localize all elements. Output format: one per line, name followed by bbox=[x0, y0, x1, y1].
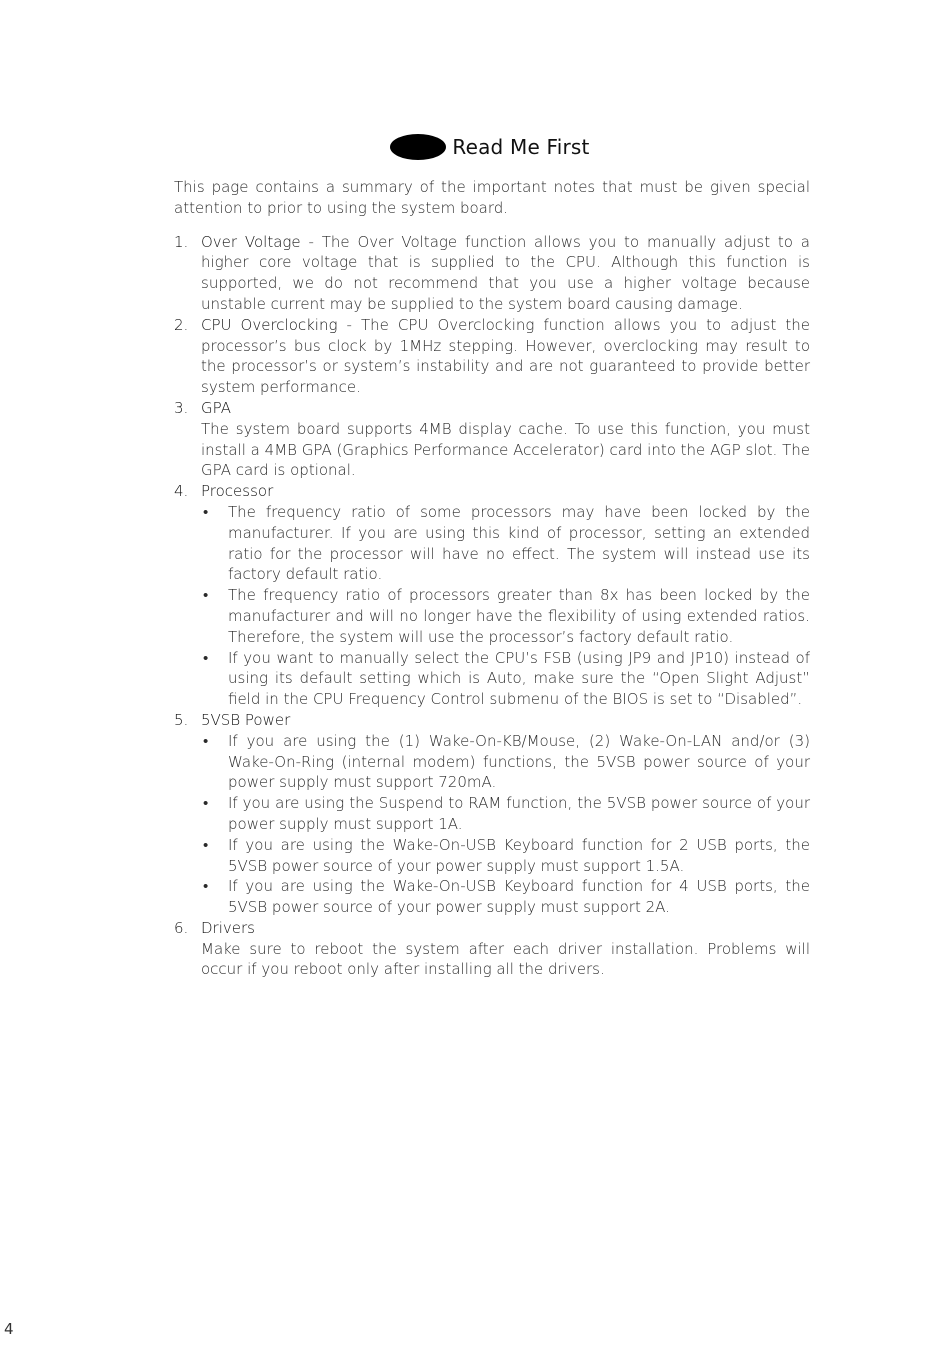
note-gpa bbox=[174, 398, 810, 481]
note-text: - The CPU Overclocking function allows you to adjust the processor’s bus clock by 1MHz stepping. However, overclocking may result to the processor’s or system’s instability and are not guaranteed to provide better system performance. bbox=[201, 315, 811, 397]
bullet-list bbox=[201, 502, 810, 710]
bullet-list bbox=[201, 731, 810, 918]
bullet-text: The frequency ratio of processors greater than 8x has been locked by the manufacturer and will no longer have the flexibility of using extended ratios. Therefore, the system will use the processor’s factory default ratio. bbox=[228, 586, 810, 646]
note-heading: Drivers bbox=[201, 918, 255, 937]
note-over-voltage bbox=[174, 232, 810, 315]
note-heading: Processor bbox=[201, 482, 274, 501]
note-heading: CPU Overclocking bbox=[201, 315, 338, 334]
note-drivers bbox=[174, 918, 810, 980]
note-heading: Over Voltage bbox=[201, 232, 301, 251]
content bbox=[174, 177, 810, 980]
bullet-item bbox=[201, 502, 810, 585]
page-title: Read Me First bbox=[452, 135, 590, 159]
note-number: 3. bbox=[174, 398, 189, 417]
note-number: 4. bbox=[174, 482, 189, 501]
note-text: - The Over Voltage function allows you to manually adjust to a higher core voltage that is supplied to the CPU. Although this function is supported, we do not recommend that you use a higher voltage because unstable current may be supplied to the system board causing damage. bbox=[201, 232, 810, 313]
page-number: 4 bbox=[4, 1320, 14, 1338]
note-5vsb-power bbox=[174, 710, 810, 918]
note-number: 1. bbox=[174, 232, 189, 251]
bullet-icon: • bbox=[203, 586, 209, 605]
bullet-icon: • bbox=[203, 648, 209, 667]
bullet-text: If you are using the Wake-On-USB Keyboard function for 2 USB ports, the 5VSB power source of your power supply must support 1.5A. bbox=[228, 835, 810, 875]
notes-list bbox=[174, 232, 810, 981]
bullet-text: The frequency ratio of some processors may have been locked by the manufacturer. If you are using this kind of processor, setting an extended ratio for the processor will have no effect. The system will instead use its factory default ratio. bbox=[228, 502, 810, 584]
bullet-item bbox=[201, 835, 810, 877]
intro-paragraph: This page contains a summary of the important notes that must be given special attention to prior to using the system board. bbox=[174, 178, 810, 217]
note-paragraph bbox=[201, 232, 810, 315]
title-wrap bbox=[390, 134, 589, 160]
bullet-icon: • bbox=[203, 877, 209, 896]
bullet-item bbox=[201, 648, 810, 710]
bullet-item bbox=[201, 731, 810, 793]
note-heading: GPA bbox=[201, 398, 231, 417]
note-number: 5. bbox=[174, 710, 189, 729]
bullet-text: If you are using the (1) Wake-On-KB/Mouse, (2) Wake-On-LAN and/or (3) Wake-On-Ring (internal modem) functions, the 5VSB power source of your power supply must support 720mA. bbox=[228, 731, 810, 792]
bullet-item bbox=[201, 876, 810, 918]
title-oval-icon bbox=[390, 134, 446, 160]
bullet-icon: • bbox=[203, 502, 209, 521]
bullet-icon: • bbox=[203, 835, 209, 854]
note-number: 6. bbox=[174, 918, 189, 937]
note-number: 2. bbox=[174, 315, 189, 334]
note-heading: 5VSB Power bbox=[201, 710, 291, 729]
bullet-icon: • bbox=[203, 731, 209, 750]
bullet-item bbox=[201, 585, 810, 647]
bullet-text: If you want to manually select the CPU’s FSB (using JP9 and JP10) instead of using its default setting which is Auto, make sure the “Open Slight Adjust” field in the CPU Frequency Control submenu of the BIOS is set to “Disabled”. bbox=[228, 648, 810, 709]
note-processor bbox=[174, 481, 810, 710]
bullet-item bbox=[201, 793, 810, 835]
title-row bbox=[0, 134, 950, 160]
note-text: Make sure to reboot the system after each driver installation. Problems will occur if you reboot only after installing all the drivers. bbox=[201, 939, 810, 979]
bullet-text: If you are using the Suspend to RAM function, the 5VSB power source of your power supply must support 1A. bbox=[228, 794, 810, 833]
bullet-icon: • bbox=[203, 794, 209, 813]
note-text: The system board supports 4MB display cache. To use this function, you must install a 4MB GPA (Graphics Performance Accelerator) card into the AGP slot. The GPA card is optional. bbox=[201, 419, 810, 480]
note-cpu-overclocking bbox=[174, 315, 810, 398]
note-paragraph bbox=[201, 315, 810, 398]
bullet-text: If you are using the Wake-On-USB Keyboard function for 4 USB ports, the 5VSB power source of your power supply must support 2A. bbox=[228, 877, 810, 917]
